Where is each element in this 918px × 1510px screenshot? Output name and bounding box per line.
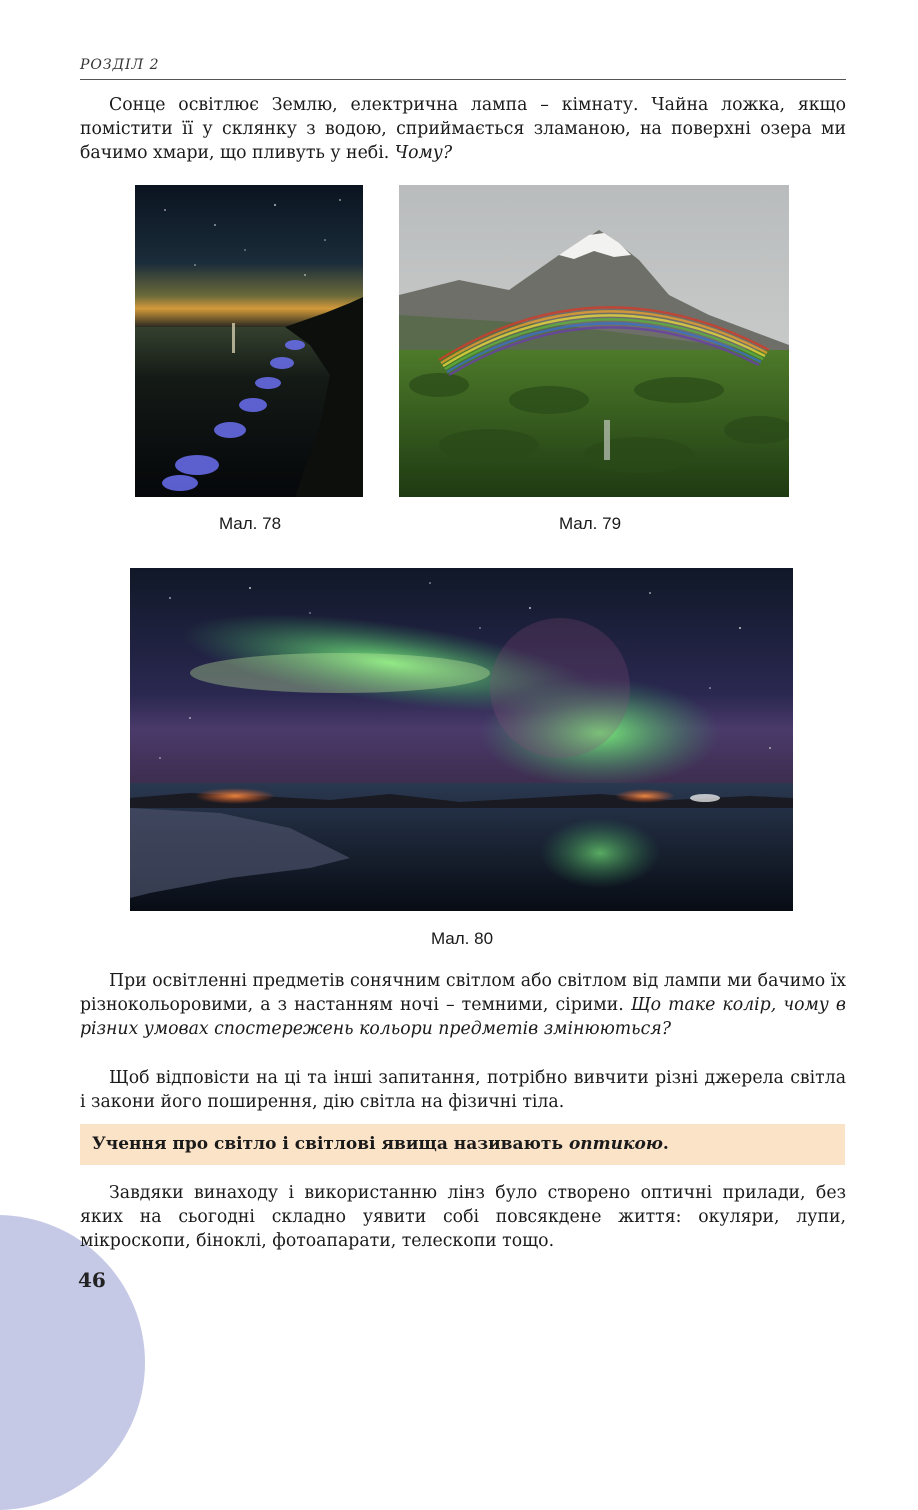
header-rule [80, 79, 846, 80]
intro-question: Чому? [394, 143, 453, 163]
body-paragraph-2: Щоб відповісти на ці та інші запитання, потрібно вивчити різні джерела світла і закони його поширення, дію світла на фізичні тіла. [80, 1068, 846, 1112]
corner-decoration [0, 1215, 145, 1510]
definition-text: Учення про світло і світлові явища називають [92, 1134, 564, 1154]
figure-79-caption: Мал. 79 [558, 514, 622, 533]
page-number: 46 [78, 1268, 106, 1292]
definition-end: . [662, 1134, 669, 1154]
figure-79-rainbow-mountain-photo [399, 185, 789, 497]
body-paragraph-1-text: При освітленні предметів сонячним світлом або світлом від лампи ми бачимо їх різнокольоровими, а з настанням ночі – темними, сірими. [80, 971, 846, 1015]
figure-78-bioluminescence-photo [135, 185, 363, 497]
figure-80-aurora-photo [130, 568, 793, 911]
intro-paragraph [80, 93, 846, 165]
body-paragraph-3: Завдяки винаходу і використанню лінз було створено оптичні прилади, без яких на сьогодні складно уявити собі повсякдене життя: окуляри, лупи, мікроскопи, біноклі, фотоапарати, телескопи тощо. [80, 1183, 846, 1251]
intro-text: Сонце освітлює Землю, електрична лампа – кімнату. Чайна ложка, якщо помістити її у склянку з водою, сприймається зламаною, на поверхні озера ми бачимо хмари, що пливуть у небі. [80, 95, 846, 163]
section-header: РОЗДІЛ 2 [80, 57, 160, 73]
figure-80-caption: Мал. 80 [430, 929, 494, 948]
definition-term: оптикою [568, 1134, 663, 1154]
body-paragraph-1 [80, 969, 846, 1041]
figure-78-caption: Мал. 78 [218, 514, 282, 533]
definition-text-line [92, 1133, 669, 1155]
body-paragraph-1-question: Що таке колір, чому в різних умовах спостережень кольори предметів змінюються? [80, 995, 846, 1039]
